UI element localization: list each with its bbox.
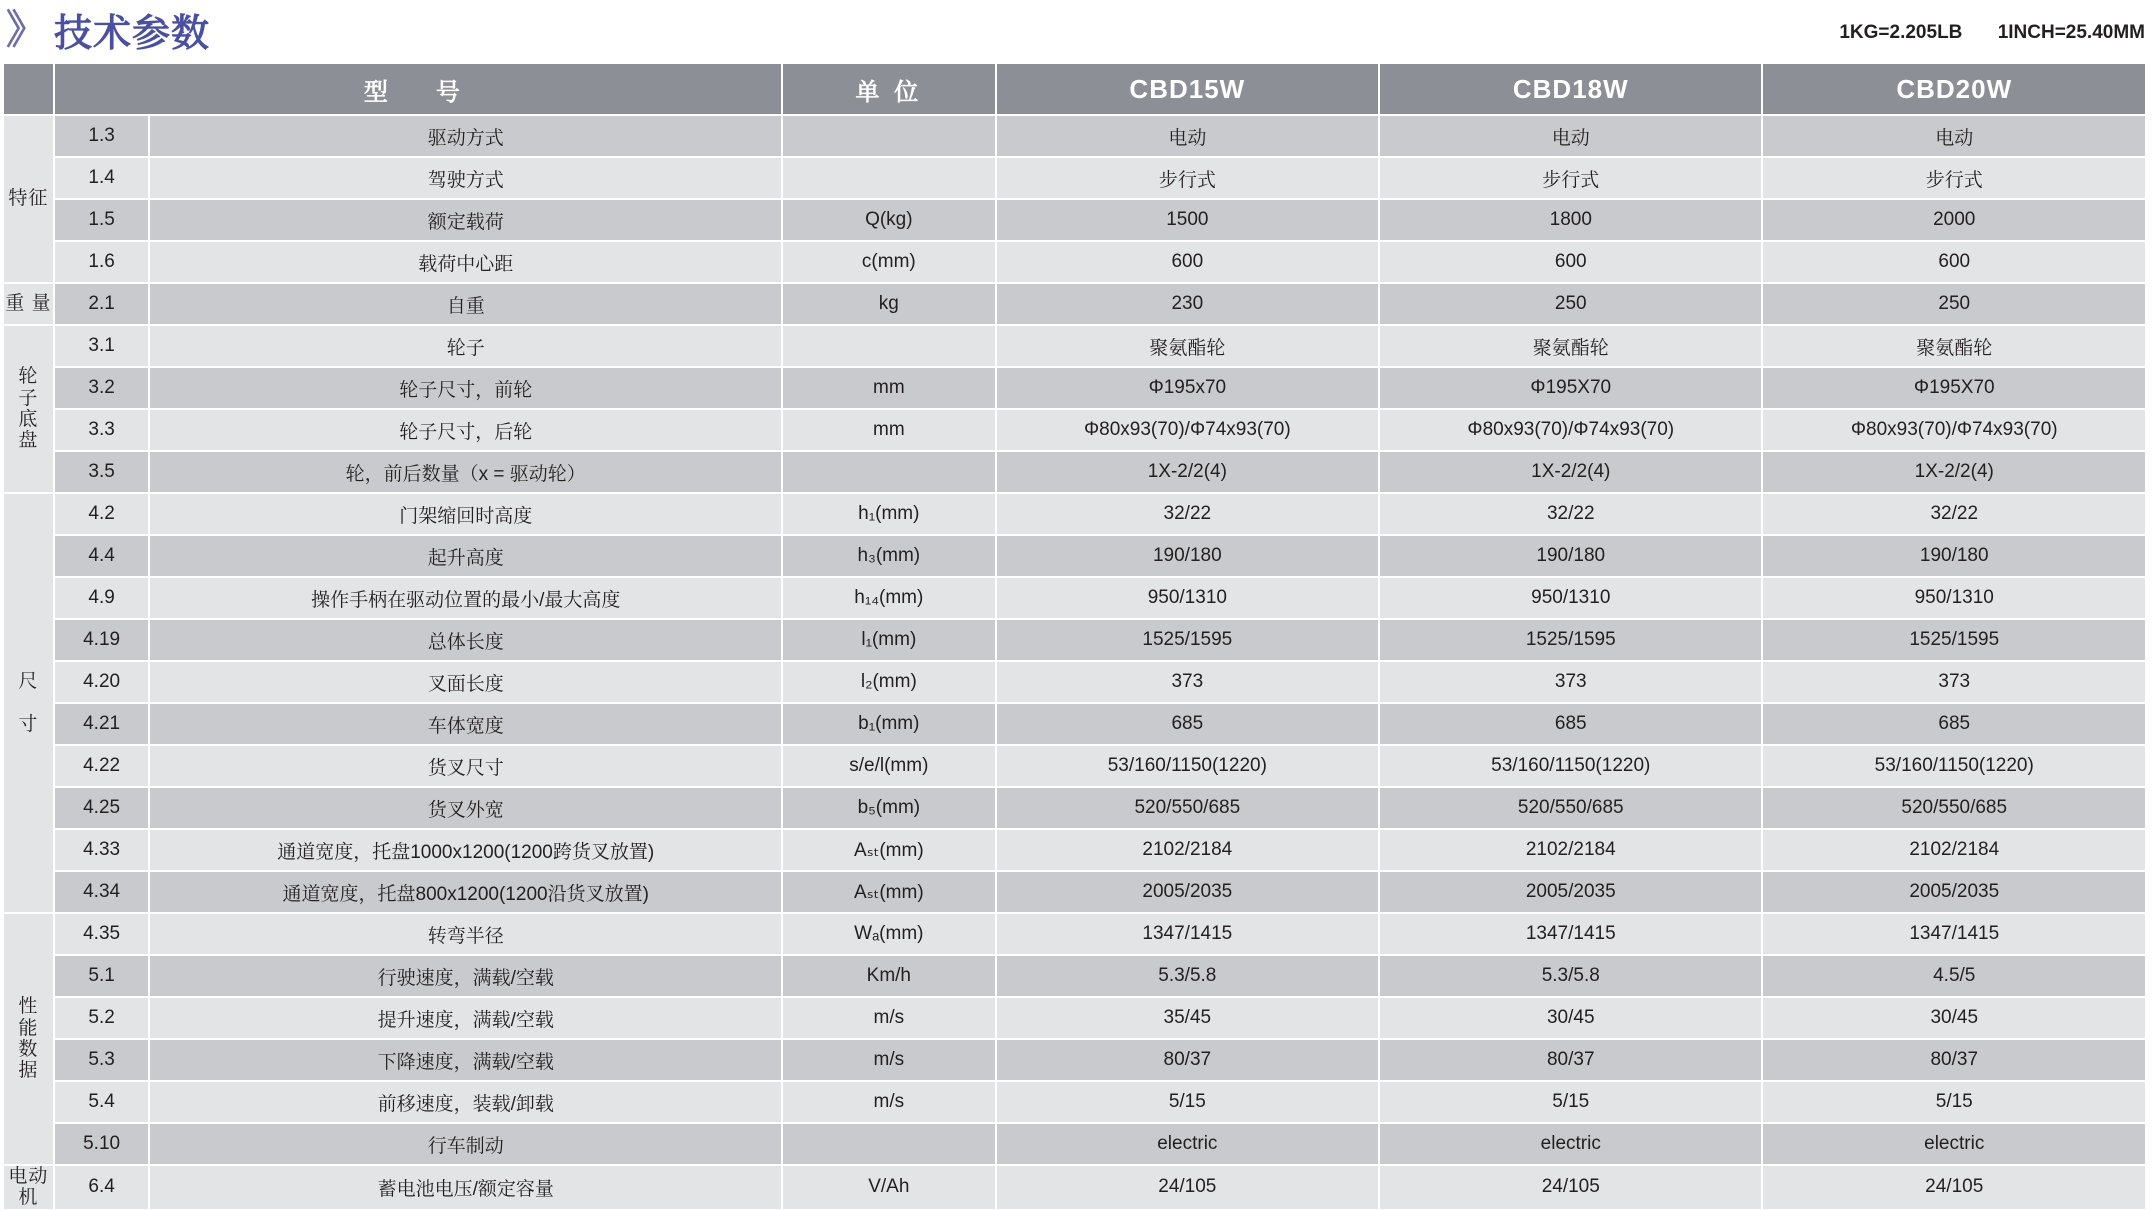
row-value-2: 1347/1415 xyxy=(1380,914,1761,954)
row-value-3: 950/1310 xyxy=(1763,578,2145,618)
table-row xyxy=(4,158,2145,198)
page-title xyxy=(6,2,210,57)
row-value-2: electric xyxy=(1380,1124,1761,1164)
row-unit: h₁(mm) xyxy=(783,494,995,534)
row-value-2: 1525/1595 xyxy=(1380,620,1761,660)
row-value-2: Φ80x93(70)/Φ74x93(70) xyxy=(1380,410,1761,450)
table-row xyxy=(4,284,2145,324)
row-unit: Wₐ(mm) xyxy=(783,914,995,954)
row-value-1: 373 xyxy=(997,662,1378,702)
row-value-1: 230 xyxy=(997,284,1378,324)
table-row xyxy=(4,326,2145,366)
row-code: 1.5 xyxy=(55,200,149,240)
row-value-1: 685 xyxy=(997,704,1378,744)
header-model-cbd20w: CBD20W xyxy=(1763,64,2145,114)
row-parameter-name: 驾驶方式 xyxy=(150,158,781,198)
row-value-2: 30/45 xyxy=(1380,998,1761,1038)
row-code: 5.2 xyxy=(55,998,149,1038)
row-value-2: 520/550/685 xyxy=(1380,788,1761,828)
row-value-3: 520/550/685 xyxy=(1763,788,2145,828)
row-value-3: 5/15 xyxy=(1763,1082,2145,1122)
row-value-2: 53/160/1150(1220) xyxy=(1380,746,1761,786)
row-code: 5.10 xyxy=(55,1124,149,1164)
row-value-3: 600 xyxy=(1763,242,2145,282)
row-parameter-name: 下降速度，满载/空载 xyxy=(150,1040,781,1080)
row-value-2: 5/15 xyxy=(1380,1082,1761,1122)
row-value-3: 1347/1415 xyxy=(1763,914,2145,954)
header-model-cbd18w: CBD18W xyxy=(1380,64,1761,114)
row-code: 3.5 xyxy=(55,452,149,492)
row-value-3: Φ195X70 xyxy=(1763,368,2145,408)
row-value-1: 5/15 xyxy=(997,1082,1378,1122)
row-unit xyxy=(783,158,995,198)
table-row xyxy=(4,578,2145,618)
row-parameter-name: 操作手柄在驱动位置的最小/最大高度 xyxy=(150,578,781,618)
row-value-3: 30/45 xyxy=(1763,998,2145,1038)
table-row xyxy=(4,536,2145,576)
row-code: 4.21 xyxy=(55,704,149,744)
row-value-1: 聚氨酯轮 xyxy=(997,326,1378,366)
specifications-table xyxy=(2,62,2147,1211)
row-group-label: 特征 xyxy=(4,116,53,282)
header-group-blank xyxy=(4,64,53,114)
table-row xyxy=(4,914,2145,954)
row-group-label: 电动机 xyxy=(4,1166,53,1209)
row-value-1: 32/22 xyxy=(997,494,1378,534)
row-code: 4.2 xyxy=(55,494,149,534)
table-row xyxy=(4,242,2145,282)
row-value-3: electric xyxy=(1763,1124,2145,1164)
row-value-3: 80/37 xyxy=(1763,1040,2145,1080)
row-group-label: 轮 子 底 盘 xyxy=(4,326,53,492)
row-value-1: 1525/1595 xyxy=(997,620,1378,660)
row-parameter-name: 驱动方式 xyxy=(150,116,781,156)
row-code: 3.2 xyxy=(55,368,149,408)
row-unit xyxy=(783,116,995,156)
row-value-1: 24/105 xyxy=(997,1166,1378,1209)
row-unit: m/s xyxy=(783,1040,995,1080)
row-value-1: 53/160/1150(1220) xyxy=(997,746,1378,786)
row-value-1: 80/37 xyxy=(997,1040,1378,1080)
table-row xyxy=(4,1124,2145,1164)
row-value-1: 步行式 xyxy=(997,158,1378,198)
row-code: 1.3 xyxy=(55,116,149,156)
row-value-3: 电动 xyxy=(1763,116,2145,156)
table-row xyxy=(4,830,2145,870)
row-unit: l₂(mm) xyxy=(783,662,995,702)
row-value-1: 电动 xyxy=(997,116,1378,156)
row-code: 4.25 xyxy=(55,788,149,828)
table-row xyxy=(4,746,2145,786)
row-value-3: 32/22 xyxy=(1763,494,2145,534)
table-header-row xyxy=(4,64,2145,114)
row-value-2: 80/37 xyxy=(1380,1040,1761,1080)
row-value-2: 2005/2035 xyxy=(1380,872,1761,912)
row-value-1: electric xyxy=(997,1124,1378,1164)
row-parameter-name: 转弯半径 xyxy=(150,914,781,954)
table-row xyxy=(4,1040,2145,1080)
row-code: 5.4 xyxy=(55,1082,149,1122)
row-code: 6.4 xyxy=(55,1166,149,1209)
chevron-right-icon: 》 xyxy=(6,7,40,52)
row-value-2: 1800 xyxy=(1380,200,1761,240)
row-value-1: 1347/1415 xyxy=(997,914,1378,954)
row-unit: b₁(mm) xyxy=(783,704,995,744)
row-unit: Aₛₜ(mm) xyxy=(783,830,995,870)
row-value-2: 5.3/5.8 xyxy=(1380,956,1761,996)
row-parameter-name: 车体宽度 xyxy=(150,704,781,744)
table-row xyxy=(4,998,2145,1038)
row-value-3: 4.5/5 xyxy=(1763,956,2145,996)
row-value-1: 2005/2035 xyxy=(997,872,1378,912)
table-row xyxy=(4,200,2145,240)
row-value-3: 2005/2035 xyxy=(1763,872,2145,912)
row-parameter-name: 蓄电池电压/额定容量 xyxy=(150,1166,781,1209)
row-parameter-name: 通道宽度，托盘1000x1200(1200跨货叉放置) xyxy=(150,830,781,870)
table-row xyxy=(4,116,2145,156)
row-parameter-name: 门架缩回时高度 xyxy=(150,494,781,534)
row-value-2: 190/180 xyxy=(1380,536,1761,576)
row-value-2: 250 xyxy=(1380,284,1761,324)
row-parameter-name: 货叉尺寸 xyxy=(150,746,781,786)
table-row xyxy=(4,410,2145,450)
row-parameter-name: 自重 xyxy=(150,284,781,324)
table-row xyxy=(4,452,2145,492)
row-value-3: 1X-2/2(4) xyxy=(1763,452,2145,492)
row-value-2: 32/22 xyxy=(1380,494,1761,534)
row-value-3: 2000 xyxy=(1763,200,2145,240)
table-row xyxy=(4,368,2145,408)
row-value-1: 1500 xyxy=(997,200,1378,240)
header-model: 型 号 xyxy=(55,64,781,114)
row-value-1: 950/1310 xyxy=(997,578,1378,618)
row-unit: m/s xyxy=(783,1082,995,1122)
page-header xyxy=(0,0,2153,62)
row-code: 4.22 xyxy=(55,746,149,786)
table-row xyxy=(4,620,2145,660)
row-code: 4.20 xyxy=(55,662,149,702)
row-value-2: 950/1310 xyxy=(1380,578,1761,618)
row-value-1: 1X-2/2(4) xyxy=(997,452,1378,492)
row-value-3: 373 xyxy=(1763,662,2145,702)
header-unit: 单 位 xyxy=(783,64,995,114)
table-row xyxy=(4,1166,2145,1209)
table-row xyxy=(4,1082,2145,1122)
row-code: 1.4 xyxy=(55,158,149,198)
table-row xyxy=(4,788,2145,828)
row-unit: mm xyxy=(783,410,995,450)
row-value-3: 步行式 xyxy=(1763,158,2145,198)
row-value-2: Φ195X70 xyxy=(1380,368,1761,408)
row-parameter-name: 轮子尺寸，前轮 xyxy=(150,368,781,408)
row-unit: l₁(mm) xyxy=(783,620,995,660)
row-value-2: 373 xyxy=(1380,662,1761,702)
row-unit: Q(kg) xyxy=(783,200,995,240)
table-row xyxy=(4,662,2145,702)
row-code: 4.9 xyxy=(55,578,149,618)
row-value-2: 步行式 xyxy=(1380,158,1761,198)
row-code: 4.19 xyxy=(55,620,149,660)
row-value-2: 600 xyxy=(1380,242,1761,282)
row-value-2: 24/105 xyxy=(1380,1166,1761,1209)
row-value-3: 53/160/1150(1220) xyxy=(1763,746,2145,786)
row-unit: mm xyxy=(783,368,995,408)
row-code: 4.35 xyxy=(55,914,149,954)
row-value-1: 520/550/685 xyxy=(997,788,1378,828)
row-value-1: 35/45 xyxy=(997,998,1378,1038)
row-unit: h₁₄(mm) xyxy=(783,578,995,618)
table-row xyxy=(4,494,2145,534)
row-code: 4.34 xyxy=(55,872,149,912)
row-value-3: 2102/2184 xyxy=(1763,830,2145,870)
row-value-1: Φ195x70 xyxy=(997,368,1378,408)
row-value-2: 电动 xyxy=(1380,116,1761,156)
row-value-2: 2102/2184 xyxy=(1380,830,1761,870)
row-unit: Km/h xyxy=(783,956,995,996)
row-parameter-name: 总体长度 xyxy=(150,620,781,660)
row-code: 1.6 xyxy=(55,242,149,282)
row-parameter-name: 提升速度，满载/空载 xyxy=(150,998,781,1038)
row-unit: m/s xyxy=(783,998,995,1038)
row-unit xyxy=(783,326,995,366)
row-value-3: 1525/1595 xyxy=(1763,620,2145,660)
row-value-2: 聚氨酯轮 xyxy=(1380,326,1761,366)
row-value-1: 190/180 xyxy=(997,536,1378,576)
row-code: 3.3 xyxy=(55,410,149,450)
row-unit: kg xyxy=(783,284,995,324)
row-group-label: 性 能 数 据 xyxy=(4,914,53,1164)
row-unit xyxy=(783,1124,995,1164)
row-parameter-name: 轮子尺寸，后轮 xyxy=(150,410,781,450)
header-model-cbd15w: CBD15W xyxy=(997,64,1378,114)
row-unit: c(mm) xyxy=(783,242,995,282)
row-value-1: 2102/2184 xyxy=(997,830,1378,870)
row-parameter-name: 行驶速度，满载/空载 xyxy=(150,956,781,996)
row-code: 3.1 xyxy=(55,326,149,366)
row-value-3: 190/180 xyxy=(1763,536,2145,576)
row-code: 4.33 xyxy=(55,830,149,870)
table-row xyxy=(4,704,2145,744)
row-value-3: 685 xyxy=(1763,704,2145,744)
row-unit: h₃(mm) xyxy=(783,536,995,576)
row-parameter-name: 载荷中心距 xyxy=(150,242,781,282)
unit-conversion-note xyxy=(1839,22,2145,44)
row-parameter-name: 货叉外宽 xyxy=(150,788,781,828)
table-row xyxy=(4,956,2145,996)
row-group-label: 尺 寸 xyxy=(4,494,53,912)
row-value-1: Φ80x93(70)/Φ74x93(70) xyxy=(997,410,1378,450)
row-parameter-name: 叉面长度 xyxy=(150,662,781,702)
row-parameter-name: 轮子 xyxy=(150,326,781,366)
row-parameter-name: 起升高度 xyxy=(150,536,781,576)
row-value-1: 600 xyxy=(997,242,1378,282)
row-value-2: 1X-2/2(4) xyxy=(1380,452,1761,492)
row-unit xyxy=(783,452,995,492)
row-unit: V/Ah xyxy=(783,1166,995,1209)
row-code: 5.1 xyxy=(55,956,149,996)
table-row xyxy=(4,872,2145,912)
row-group-label: 重 量 xyxy=(4,284,53,324)
row-code: 5.3 xyxy=(55,1040,149,1080)
row-unit: Aₛₜ(mm) xyxy=(783,872,995,912)
conversion-kg: 1KG=2.205LB xyxy=(1839,22,1963,43)
row-value-2: 685 xyxy=(1380,704,1761,744)
conversion-inch: 1INCH=25.40MM xyxy=(1997,22,2145,43)
row-value-3: 24/105 xyxy=(1763,1166,2145,1209)
row-unit: s/e/l(mm) xyxy=(783,746,995,786)
page-title-text: 技术参数 xyxy=(54,11,211,55)
row-parameter-name: 额定载荷 xyxy=(150,200,781,240)
row-parameter-name: 通道宽度，托盘800x1200(1200沿货叉放置) xyxy=(150,872,781,912)
row-parameter-name: 前移速度，装载/卸载 xyxy=(150,1082,781,1122)
row-parameter-name: 轮，前后数量（x = 驱动轮） xyxy=(150,452,781,492)
row-value-3: Φ80x93(70)/Φ74x93(70) xyxy=(1763,410,2145,450)
row-code: 4.4 xyxy=(55,536,149,576)
row-unit: b₅(mm) xyxy=(783,788,995,828)
row-code: 2.1 xyxy=(55,284,149,324)
row-value-1: 5.3/5.8 xyxy=(997,956,1378,996)
row-value-3: 250 xyxy=(1763,284,2145,324)
row-parameter-name: 行车制动 xyxy=(150,1124,781,1164)
row-value-3: 聚氨酯轮 xyxy=(1763,326,2145,366)
